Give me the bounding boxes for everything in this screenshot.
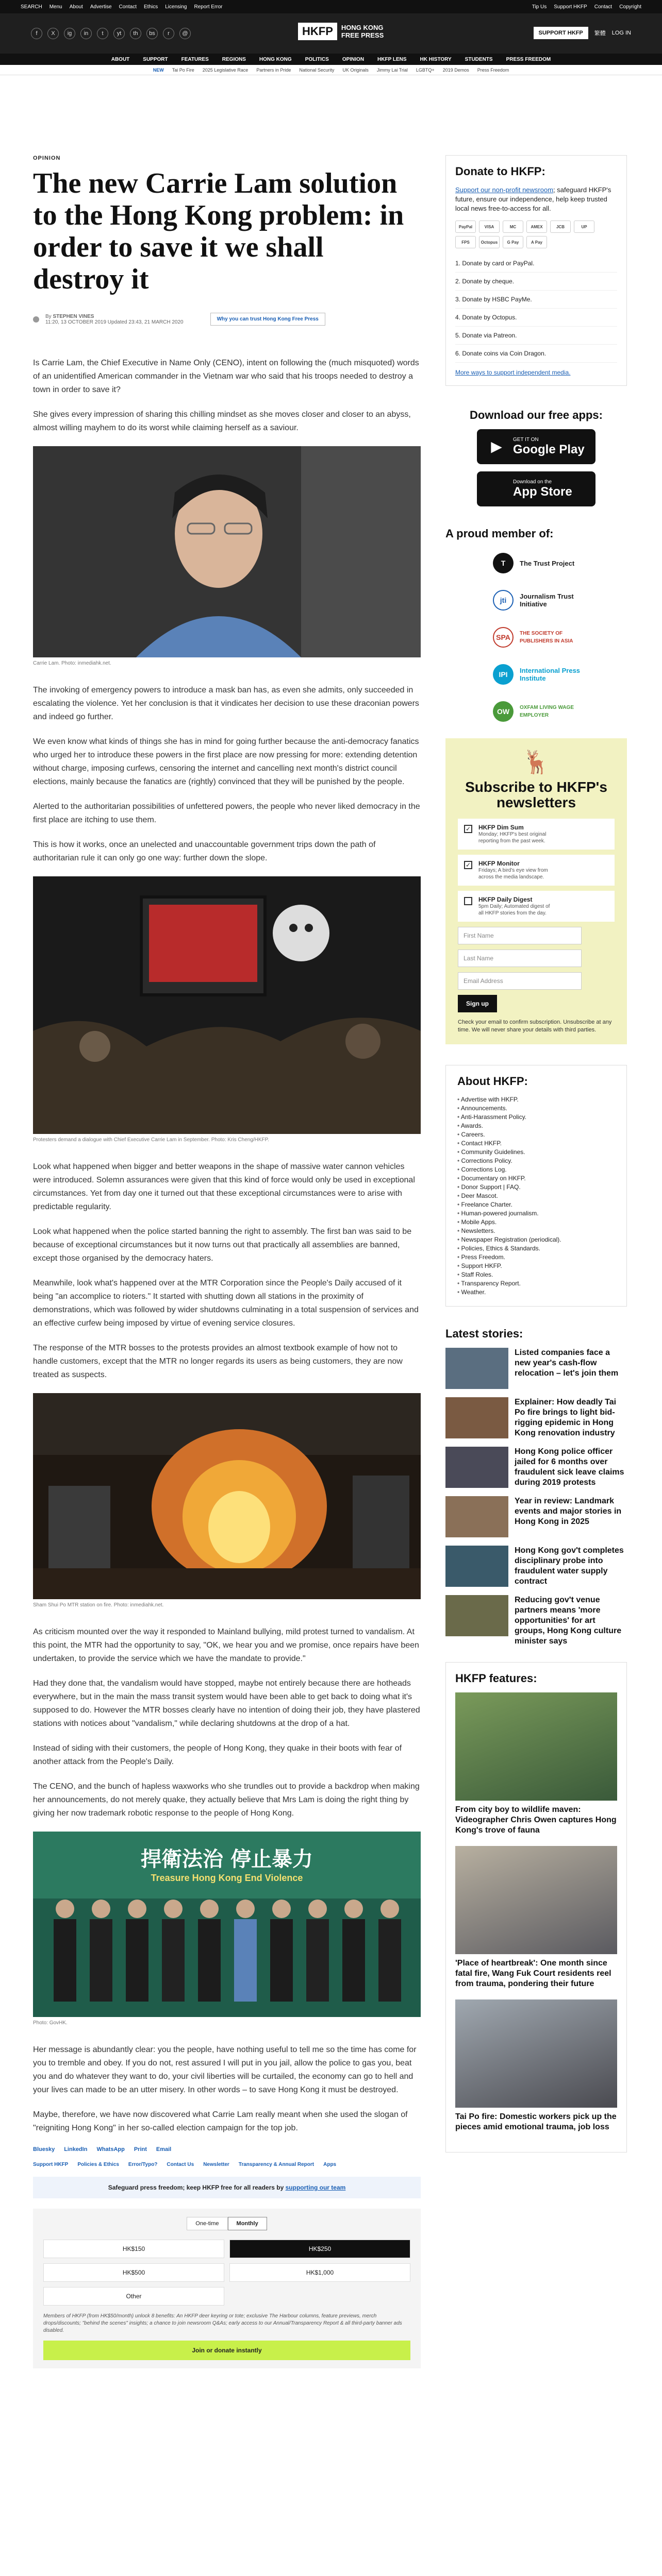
first-name-input[interactable]: First Name (458, 927, 582, 944)
about-link[interactable]: • Transparency Report. (457, 1279, 615, 1288)
tag-link[interactable]: Press Freedom (477, 67, 509, 73)
contact-right-link[interactable]: Contact (594, 4, 613, 10)
about-link[interactable]: • Advertise with HKFP. (457, 1095, 615, 1104)
member-name: OXFAM LIVING WAGE EMPLOYER (520, 705, 574, 718)
amount-other[interactable]: Other (43, 2287, 224, 2306)
deer-mascot-icon: 🦌 (522, 750, 551, 775)
about-link[interactable]: • Newspaper Registration (periodical). (457, 1235, 615, 1244)
site-header (0, 13, 662, 54)
donate-option[interactable]: 6. Donate coins via Coin Dragon. (455, 345, 617, 363)
footer-link[interactable]: Contact Us (167, 2162, 194, 2167)
features-heading: HKFP features: (455, 1672, 537, 1685)
carrie-lam-illustration (33, 446, 421, 657)
nav-regions[interactable]: REGIONS (222, 56, 246, 62)
header-actions (534, 27, 631, 39)
google-play-button[interactable] (477, 429, 595, 464)
support-link[interactable]: Support HKFP (554, 4, 587, 10)
donate-intro (455, 185, 617, 213)
mtr-fire-illustration (33, 1393, 421, 1599)
nav-features[interactable]: FEATURES (181, 56, 209, 62)
frequency-toggle (43, 2217, 410, 2230)
rss-icon[interactable]: r (163, 28, 174, 39)
latest-story[interactable] (445, 1595, 627, 1647)
amount-option[interactable]: HK$1,000 (229, 2263, 410, 2282)
support-hkfp-button[interactable]: SUPPORT HKFP (534, 27, 588, 39)
jcb-icon: JCB (550, 221, 571, 233)
nonprofit-link[interactable]: Support our non-profit newsroom (455, 186, 554, 194)
feature-image[interactable] (455, 1846, 617, 1954)
share-print[interactable]: Print (134, 2146, 147, 2153)
latest-story[interactable] (445, 1348, 627, 1389)
donate-option[interactable]: 4. Donate by Octopus. (455, 309, 617, 327)
paragraph: Instead of siding with their customers, the people of Hong Kong, they quake in their boots with fear of another attack from the People's Daily. (33, 1744, 402, 1766)
paragraph: The response of the MTR bosses to the protests provides an almost textbook example of how not to handle customers, except that the MTR no longer regards its users as being customers, they are now treated as suspects. (33, 1344, 403, 1379)
story-title: Hong Kong police officer jailed for 6 months over fraudulent sick leave claims during 2019 protests (515, 1447, 624, 1487)
checkbox-icon[interactable] (464, 897, 472, 905)
member-name: The Trust Project (520, 559, 575, 567)
sidebar (445, 155, 627, 2368)
share-whatsapp[interactable]: WhatsApp (96, 2146, 125, 2153)
paragraph: The invoking of emergency powers to introduce a mask ban has, as even she admits, only succeeded in escalating the violence. Yet her conclusion is that it vindicates her decision to use these draconian powers and indeed go further. (33, 686, 419, 721)
donate-intro-text: ; safeguard HKFP's future, ensure our independence, help keep trusted local news free-to-access for all. (455, 186, 611, 212)
article-footer-links (33, 2162, 421, 2167)
jti-icon: jti (493, 590, 514, 611)
newsletter-name: HKFP Daily Digest (478, 896, 533, 903)
logo-text (341, 24, 384, 39)
latest-story[interactable] (445, 1496, 627, 1537)
advertise-link[interactable]: Advertise (90, 4, 112, 10)
by-label: By (45, 313, 52, 319)
newsletter-desc: 5pm Daily; Automated digest of all HKFP stories from the day. (478, 904, 550, 916)
donate-option[interactable]: 3. Donate by HSBC PayMe. (455, 291, 617, 309)
author-name[interactable]: STEPHEN VINES (53, 313, 94, 319)
checkbox-checked-icon[interactable]: ✓ (464, 825, 472, 833)
newsletter-option-digest[interactable] (458, 891, 615, 922)
donate-card (445, 155, 627, 386)
paragraph: The CENO, and the bunch of hapless waxworks who she trundles out to provide a backdrop when making her announcements, do not merely quake, they actually believe that Mrs Lam is doing the right thing by giving her now trademark robotic response to the people of Hong Kong. (33, 1782, 420, 1818)
feature-title[interactable]: Tai Po fire: Domestic workers pick up the pieces amid emotional trauma, job loss (455, 2112, 617, 2131)
ethics-link[interactable]: Ethics (144, 4, 158, 10)
about-link[interactable]: • Newsletters. (457, 1227, 615, 1235)
banner-chinese: 捍衛法治 停止暴力 (141, 1848, 313, 1871)
chinese-language-link[interactable]: 繁體 (594, 30, 606, 37)
copyright-link[interactable]: Copyright (619, 4, 641, 10)
byline-text (45, 314, 184, 325)
one-time-option[interactable]: One-time (187, 2217, 227, 2230)
mastercard-icon: MC (503, 221, 523, 233)
tag-link[interactable]: UK Originals (342, 67, 369, 73)
photo-govhk-press (33, 1832, 421, 2017)
member-logos (445, 548, 627, 722)
x-icon[interactable]: X (47, 28, 59, 39)
nav-support[interactable]: SUPPORT (143, 56, 168, 62)
amex-icon: AMEX (526, 221, 547, 233)
newsletter-heading: Subscribe to HKFP's newsletters (465, 779, 607, 810)
nav-politics[interactable]: POLITICS (305, 56, 329, 62)
monthly-option[interactable]: Monthly (228, 2217, 267, 2230)
story-title: Explainer: How deadly Tai Po fire brings to light bid-rigging epidemic in Hong Kong renovation industry (515, 1398, 617, 1437)
visa-icon: VISA (479, 221, 500, 233)
latest-list (445, 1348, 627, 1647)
footer-link[interactable]: Support HKFP (33, 2162, 69, 2167)
social-icons (31, 28, 191, 39)
about-link[interactable]: • Mobile Apps. (457, 1218, 615, 1227)
member-ipi[interactable] (493, 664, 627, 685)
amount-option-selected[interactable]: HK$250 (229, 2240, 410, 2258)
paragraph: Her message is abundantly clear: you the people, have nothing useful to tell me so the time has come for you to tremble and obey. If you do not, rest assured I will put in you jail, allow the police to gas you, beat you and do whatever they want to do, your civil liberties will be curtailed, the economy can go to hell and your lives can made to be an utter misery. In other words – to save Hong Kong it must be destroyed. (33, 2045, 417, 2094)
share-linkedin[interactable]: LinkedIn (64, 2146, 88, 2153)
licensing-link[interactable]: Licensing (165, 4, 187, 10)
menu-link[interactable]: Menu (49, 4, 62, 10)
about-link[interactable]: • Community Guidelines. (457, 1148, 615, 1157)
member-sopa[interactable] (493, 627, 627, 648)
newsletter-option-monitor[interactable] (458, 855, 615, 886)
linkedin-icon[interactable]: in (80, 28, 92, 39)
about-link[interactable]: • Deer Mascot. (457, 1192, 615, 1200)
signup-button[interactable]: Sign up (458, 995, 497, 1012)
octopus-icon: Octopus (479, 236, 500, 248)
tip-us-link[interactable]: Tip Us (532, 4, 547, 10)
email-icon[interactable]: @ (179, 28, 191, 39)
facebook-icon[interactable]: f (31, 28, 42, 39)
photo-caption: Protesters demand a dialogue with Chief Executive Carrie Lam in September. Photo: Kris Cheng/HKFP. (33, 1137, 269, 1143)
about-link[interactable]: • Freelance Charter. (457, 1200, 615, 1209)
apps-heading: Download our free apps: (470, 409, 603, 421)
paypal-icon: PayPal (455, 221, 476, 233)
newsletter-option-dimsum[interactable] (458, 819, 615, 850)
paragraph: She gives every impression of sharing this chilling mindset as she moves closer and closer to an abyss, almost willing mayhem to do its worst while claiming herself as a saviour. (33, 410, 411, 432)
member-perks: Members of HKFP (from HK$50/month) unlock 8 benefits: An HKFP deer keyring or tote; exclusive The Harbour columns, feature previews, merch drops/discounts; "behind the scenes" insights; a chance to join newsroom Q&As; early access to our Annual/Transparency Report & all third-party banner ads disabled. (43, 2313, 402, 2333)
applepay-icon: A Pay (526, 236, 547, 248)
banner-english: Treasure Hong Kong End Violence (151, 1873, 303, 1883)
photo-caption: Photo: GovHK. (33, 2020, 68, 2026)
logo-line-1: HONG KONG (341, 24, 384, 31)
about-heading: About HKFP: (457, 1075, 528, 1088)
about-card (445, 1065, 627, 1307)
story-title: Listed companies face a new year's cash-flow relocation – let's join them (515, 1348, 619, 1378)
paragraph: Maybe, therefore, we have now discovered what Carrie Lam really meant when she used the slogan of "reigniting Hong Kong" in her so-called election campaign for the top job. (33, 2110, 408, 2132)
google-play-small: GET IT ON (513, 436, 539, 443)
about-link[interactable]: • Support HKFP. (457, 1262, 615, 1270)
nav-opinion[interactable]: OPINION (342, 56, 365, 62)
more-ways-link[interactable]: More ways to support independent media. (455, 369, 571, 376)
author-avatar (33, 316, 39, 323)
tag-link[interactable]: Partners in Pride (256, 67, 291, 73)
latest-story[interactable] (445, 1397, 627, 1438)
member-trust-project[interactable] (493, 553, 627, 573)
sopa-icon: SPA (493, 627, 514, 648)
about-link[interactable]: • Corrections Policy. (457, 1157, 615, 1165)
story-thumbnail (445, 1397, 508, 1438)
tag-link[interactable]: Jimmy Lai Trial (376, 67, 408, 73)
logo-mark: HKFP (298, 23, 337, 40)
google-play-label: Google Play (513, 442, 585, 456)
nav-hong-kong[interactable]: HONG KONG (259, 56, 292, 62)
story-title: Year in review: Landmark events and major stories in Hong Kong in 2025 (515, 1497, 622, 1526)
instagram-icon[interactable]: ig (64, 28, 75, 39)
threads-icon[interactable]: th (130, 28, 141, 39)
report-error-link[interactable]: Report Error (194, 4, 223, 10)
paragraph: We even know what kinds of things she has in mind for going further because the anti-democracy fanatics who urged her to introduce these powers in the first place are now pressing for more: extending detention without charge, imposing curfews, censoring the internet and cancelling next month's district council elections, mainly because the fanatics are (rightly) convinced that they will be punished by the people. (33, 737, 419, 786)
logo-line-2: FREE PRESS (341, 31, 384, 39)
about-link[interactable]: • Anti-Harassment Policy. (457, 1113, 615, 1122)
about-link[interactable]: • Documentary on HKFP. (457, 1174, 615, 1183)
about-link[interactable]: • Announcements. (457, 1104, 615, 1113)
tag-link[interactable]: Tai Po Fire (172, 67, 194, 73)
paragraph: As criticism mounted over the way it responded to Mainland bullying, mild protest turned to vandalism. At this point, the MTR had the opportunity to say, "OK, we hear you and we promise, once repairs have been undertaken, to provide the service which we have the mandate to provide." (33, 1628, 419, 1663)
about-list (457, 1095, 615, 1297)
ipi-icon: IPI (493, 664, 514, 685)
unionpay-icon: UP (574, 221, 594, 233)
story-thumbnail (445, 1496, 508, 1537)
newsletter-note: Check your email to confirm subscription. Unsubscribe at any time. We will never share your details with third parties. (458, 1019, 612, 1033)
newsletter-name: HKFP Dim Sum (478, 824, 524, 831)
newsletter-desc: Monday; HKFP's best original reporting from the past week. (478, 832, 547, 844)
about-link[interactable]: About (69, 4, 83, 10)
about-link[interactable]: • Corrections Log. (457, 1165, 615, 1174)
login-link[interactable]: LOG IN (611, 30, 631, 36)
apple-icon (488, 481, 505, 497)
email-input[interactable]: Email Address (458, 972, 582, 990)
footer-link[interactable]: Error/Typo? (128, 2162, 158, 2167)
story-title: Reducing gov't venue partners means 'more opportunities' for art groups, Hong Kong culture minister says (515, 1596, 622, 1646)
photo-carrie-lam (33, 446, 421, 657)
paragraph: Meanwhile, look what's happened over at the MTR Corporation since the People's Daily accused of it being "an accomplice to rioters." It started with shutting down all stations in the proximity of demonstrations, which was followed by wider shutdowns culminating in a total suspension of services and an effective curfew being imposed by virtue of evening service closures. (33, 1279, 419, 1328)
story-thumbnail (445, 1546, 508, 1587)
feature-title[interactable]: From city boy to wildlife maven: Videographer Chris Owen captures Hong Kong's trove of fauna (455, 1805, 617, 1835)
about-link[interactable]: • Human-powered journalism. (457, 1209, 615, 1218)
article-category[interactable]: OPINION (33, 155, 61, 161)
google-play-icon: ▶ (491, 438, 502, 454)
about-link[interactable]: • Weather. (457, 1288, 615, 1297)
nav-hk-history[interactable]: HK HISTORY (420, 56, 452, 62)
amount-grid (43, 2240, 410, 2306)
story-title: Hong Kong gov't completes disciplinary probe into fraudulent water supply contract (515, 1546, 624, 1586)
support-banner-text: Safeguard press freedom; keep HKFP free for all readers by (108, 2184, 284, 2191)
photo-protesters (33, 876, 421, 1134)
amount-option[interactable]: HK$150 (43, 2240, 224, 2258)
payment-logos (455, 221, 617, 248)
main-nav (0, 54, 662, 65)
about-link[interactable]: • Contact HKFP. (457, 1139, 615, 1148)
contact-link[interactable]: Contact (119, 4, 137, 10)
share-email[interactable]: Email (156, 2146, 172, 2153)
tag-link[interactable]: 2025 Legislative Race (202, 67, 249, 73)
tag-link[interactable]: LGBTQ+ (416, 67, 435, 73)
paragraph: Is Carrie Lam, the Chief Executive in Name Only (CENO), intent on following the (much misquoted) words of an unidentified American commander in the Vietnam war who said that his troops needed to destroy a town in order to save it? (33, 359, 419, 394)
member-name: THE SOCIETY OF PUBLISHERS IN ASIA (520, 631, 573, 644)
members-heading: A proud member of: (445, 527, 554, 540)
nav-press-freedom[interactable]: PRESS FREEDOM (506, 56, 551, 62)
share-row (33, 2146, 421, 2153)
story-thumbnail (445, 1348, 508, 1389)
article-dates: 11:20, 13 OCTOBER 2019 Updated 23:43, 21 MARCH 2020 (45, 319, 184, 325)
tag-link[interactable]: National Security (299, 67, 335, 73)
latest-story[interactable] (445, 1447, 627, 1488)
story-thumbnail (445, 1447, 508, 1488)
support-team-link[interactable]: supporting our team (285, 2184, 346, 2191)
byline (33, 313, 421, 326)
search-link[interactable]: SEARCH (21, 4, 42, 10)
app-store-small: Download on the (513, 479, 552, 485)
app-store-button[interactable] (477, 471, 595, 506)
bluesky-icon[interactable]: bs (146, 28, 158, 39)
latest-heading: Latest stories: (445, 1327, 523, 1340)
last-name-input[interactable]: Last Name (458, 950, 582, 967)
about-link[interactable]: • Awards. (457, 1122, 615, 1130)
donate-heading: Donate to HKFP: (455, 165, 545, 178)
donate-option[interactable]: 5. Donate via Patreon. (455, 327, 617, 345)
newsletter-signup (445, 738, 627, 1044)
nav-about[interactable]: ABOUT (111, 56, 130, 62)
member-name: Journalism Trust Initiative (520, 592, 574, 608)
trust-link[interactable]: Why you can trust Hong Kong Free Press (210, 313, 325, 326)
top-utility-bar (0, 0, 662, 13)
amount-option[interactable]: HK$500 (43, 2263, 224, 2282)
photo-caption: Sham Shui Po MTR station on fire. Photo: inmediahk.net. (33, 1602, 164, 1608)
oxfam-icon: OW (493, 701, 514, 722)
about-link[interactable]: • Press Freedom. (457, 1253, 615, 1262)
about-link[interactable]: • Staff Roles. (457, 1270, 615, 1279)
fps-icon: FPS (455, 236, 476, 248)
feature-image[interactable] (455, 1999, 617, 2108)
member-jti[interactable] (493, 590, 627, 611)
youtube-icon[interactable]: yt (113, 28, 125, 39)
footer-link[interactable]: Policies & Ethics (77, 2162, 119, 2167)
telegram-icon[interactable]: t (97, 28, 108, 39)
join-donate-button[interactable]: Join or donate instantly (43, 2341, 410, 2360)
footer-link[interactable]: Transparency & Annual Report (238, 2162, 315, 2167)
paragraph: Had they done that, the vandalism would have stopped, maybe not entirely because there are hotheads everywhere, but in the main the mass transit system would have been able to get back to doing what it's supposed to do. However the MTR bosses clearly have no intention of doing their job, they have plastered stations with notices about "vandalism," while declaring shutdowns at the drop of a hat. (33, 1679, 420, 1728)
story-thumbnail (445, 1595, 508, 1636)
feature-image[interactable] (455, 1692, 617, 1801)
member-name: International Press Institute (520, 667, 581, 682)
donate-option[interactable]: 1. Donate by card or PayPal. (455, 255, 617, 273)
article (33, 155, 421, 2368)
footer-link[interactable]: Apps (323, 2162, 337, 2167)
footer-link[interactable]: Newsletter (203, 2162, 229, 2167)
nav-students[interactable]: STUDENTS (465, 56, 493, 62)
photo-mtr-fire (33, 1393, 421, 1599)
paragraph: Look what happened when bigger and better weapons in the shape of massive water cannon vehicles were introduced. Solemn assurances were given that this kind of force would only be used in exceptional circumstances. Yet from day one it turned out that these exceptional circumstances were to arise with predictable regularity. (33, 1162, 415, 1211)
newsletter-name: HKFP Monitor (478, 860, 520, 867)
protesters-illustration (33, 876, 421, 1134)
features-card (445, 1662, 627, 2153)
paragraph: This is how it works, once an unelected and unaccountable government trips down the path of authoritarian rule it can only go one way: further down the slope. (33, 840, 376, 862)
latest-story[interactable] (445, 1546, 627, 1587)
article-title: The new Carrie Lam solution to the Hong Kong problem: in order to save it we shall destroy it (33, 167, 404, 295)
trending-tags (0, 65, 662, 75)
nav-hkfp-lens[interactable]: HKFP LENS (377, 56, 407, 62)
donate-option[interactable]: 2. Donate by cheque. (455, 273, 617, 291)
feature-title[interactable]: 'Place of heartbreak': One month since fatal fire, Wang Fuk Court residents reel from trauma, pondering their future (455, 1959, 611, 1988)
paragraph: Alerted to the authoritarian possibilities of unfettered powers, the people who never liked democracy in the first place are itching to use them. (33, 802, 420, 824)
tag-link[interactable]: 2019 Demos (442, 67, 469, 73)
trust-project-icon: T (493, 553, 514, 573)
share-bluesky[interactable]: Bluesky (33, 2146, 55, 2153)
gpay-icon: G Pay (503, 236, 523, 248)
about-link[interactable]: • Policies, Ethics & Standards. (457, 1244, 615, 1253)
checkbox-checked-icon[interactable]: ✓ (464, 861, 472, 869)
photo-caption: Carrie Lam. Photo: inmediahk.net. (33, 660, 111, 666)
member-oxfam[interactable] (493, 701, 627, 722)
donate-widget (33, 2209, 421, 2368)
paragraph: Look what happened when the police started banning the right to assembly. The first ban was said to be because of exceptional circumstances but it now turns out that practically all assemblies are banned, except those organised by the democracy haters. (33, 1227, 412, 1263)
new-badge: NEW (153, 67, 164, 73)
newsletter-desc: Fridays; A bird's eye view from across the media landscape. (478, 868, 548, 880)
about-link[interactable]: • Donor Support | FAQ. (457, 1183, 615, 1192)
app-store-label: App Store (513, 484, 572, 499)
site-logo[interactable] (298, 23, 384, 40)
about-link[interactable]: • Careers. (457, 1130, 615, 1139)
support-banner (33, 2177, 421, 2198)
